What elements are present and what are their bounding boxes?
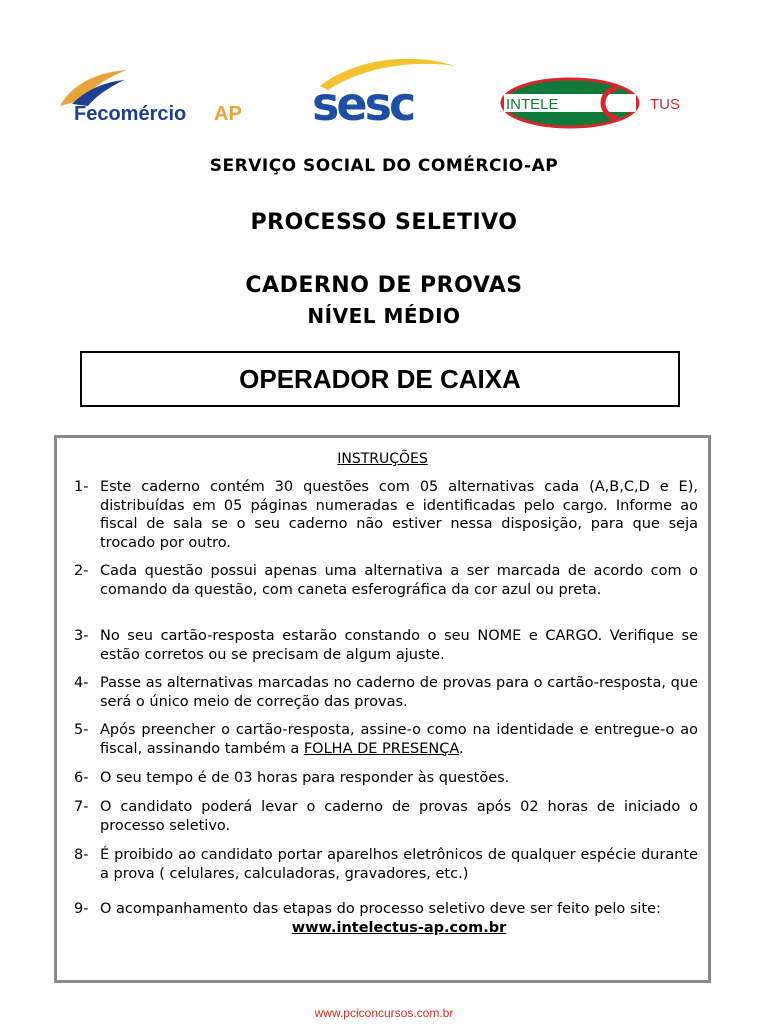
instruction-item	[74, 478, 698, 552]
org-name: SERVIÇO SOCIAL DO COMÉRCIO-AP	[209, 156, 559, 176]
folha-de-presenca: FOLHA DE PRESENÇA	[303, 740, 460, 757]
instruction-item	[74, 562, 698, 599]
instruction-item	[74, 798, 698, 835]
level-title: NÍVEL MÉDIO	[307, 304, 461, 328]
instruction-item	[74, 627, 698, 664]
logo-bar	[0, 52, 768, 132]
footer-source-url[interactable]: www.pciconcursos.com.br	[314, 1006, 454, 1020]
instruction-number: 7-	[74, 799, 89, 815]
instruction-text: O acompanhamento das etapas do processo seletivo deve ser feito pelo site: www.intelectus-ap.com.br	[100, 900, 698, 937]
instruction-item	[74, 900, 698, 937]
instruction-text: No seu cartão-resposta estarão constando o seu NOME e CARGO. Verifique se estão corretos ou se precisam de algum ajuste.	[100, 628, 698, 663]
cargo-title: OPERADOR DE CAIXA	[239, 363, 521, 394]
svg-text:AP: AP	[214, 103, 242, 125]
instruction-text: Após preencher o cartão-resposta, assine-o como na identidade e entregue-o ao fiscal, assinando também a FOLHA DE PRESENÇA.	[100, 722, 698, 757]
instruction-item	[74, 846, 698, 883]
svg-text:INTELE: INTELE	[506, 96, 559, 113]
instruction-number: 9-	[74, 901, 89, 917]
instruction-text: Passe as alternativas marcadas no caderno de provas para o cartão-resposta, que será o único meio de correção das provas.	[100, 675, 698, 710]
instruction-item	[74, 769, 698, 788]
sesc-logo	[310, 52, 460, 127]
instruction-item	[74, 721, 698, 758]
svg-text:TUS: TUS	[650, 96, 680, 113]
intelectus-logo	[500, 76, 705, 130]
instruction-number: 6-	[74, 770, 89, 786]
fecomercio-logo	[52, 66, 282, 126]
instructions-box	[54, 435, 711, 983]
booklet-title: CADERNO DE PROVAS	[245, 273, 523, 298]
instruction-number: 3-	[74, 628, 89, 644]
instruction-text: É proibido ao candidato portar aparelhos eletrônicos de qualquer espécie durante a prova ( celulares, calculadoras, gravadores, etc.)	[100, 847, 698, 882]
instruction-number: 4-	[74, 675, 89, 691]
instruction-number: 8-	[74, 847, 89, 863]
site-link[interactable]: www.intelectus-ap.com.br	[291, 919, 507, 936]
process-title: PROCESSO SELETIVO	[250, 210, 518, 235]
instructions-title: INSTRUÇÕES	[337, 451, 428, 467]
instruction-number: 2-	[74, 563, 89, 579]
instruction-item	[74, 674, 698, 711]
instruction-text: Este caderno contém 30 questões com 05 alternativas cada (A,B,C,D e E), distribuídas em 05 páginas numeradas e identificadas pelo cargo. Informe ao fiscal de sala se o seu caderno não estiver nessa disposição, para que seja trocado por outro.	[100, 479, 698, 551]
instruction-number: 5-	[74, 722, 89, 738]
svg-text:sesc: sesc	[312, 77, 414, 127]
svg-text:Fecomércio: Fecomércio	[74, 103, 187, 125]
instruction-text: O seu tempo é de 03 horas para responder às questões.	[100, 770, 510, 786]
instruction-text: O candidato poderá levar o caderno de provas após 02 horas de iniciado o processo seletivo.	[100, 799, 698, 834]
instruction-number: 1-	[74, 479, 89, 495]
instruction-text: Cada questão possui apenas uma alternativa a ser marcada de acordo com o comando da questão, com caneta esferográfica da cor azul ou preta.	[100, 563, 698, 598]
cargo-box	[80, 351, 680, 407]
